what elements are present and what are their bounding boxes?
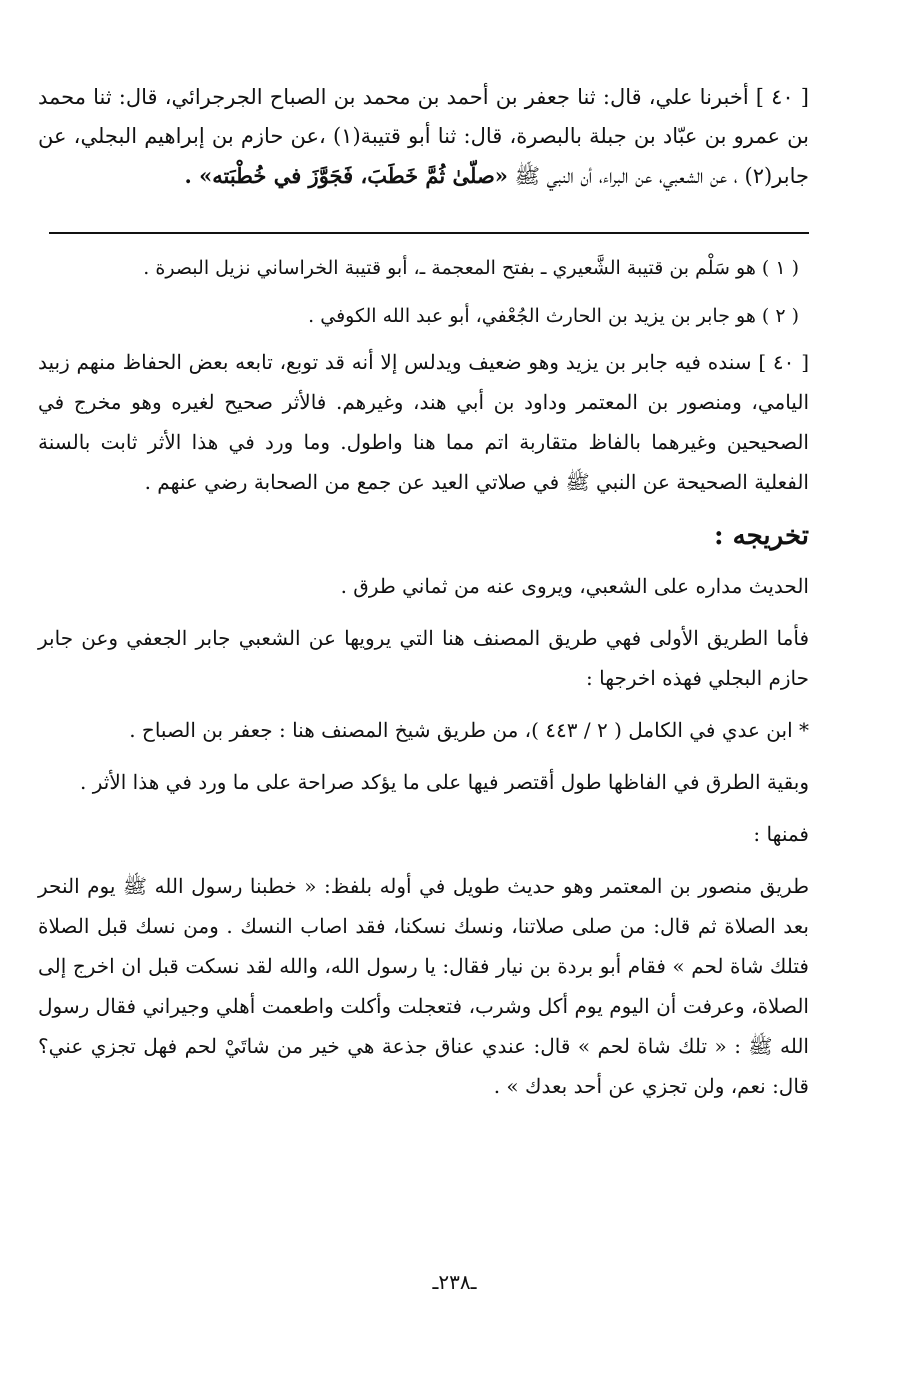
takhrij-paragraph-5: فمنها :: [753, 822, 809, 846]
takhrij-paragraph-4: وبقية الطرق في الفاظها طول أقتصر فيها على ما يؤكد صراحة على ما ورد في هذا الأثر .: [80, 770, 809, 794]
hadith-isnad: [ ٤٠ ] أخبرنا علي، قال: ثنا جعفر بن أحمد بن محمد بن الصباح الجرجرائي، قال: ثنا محمد بن عمرو بن عبّاد بن جبلة بالبصرة، قال: ثنا أبو قتيبة(١) ،عن حازم بن إبراهيم البجلي، عن جابر(٢) ، عن الشعبي، عن البراء، أن النبي ﷺ: [38, 85, 809, 188]
footnote-separator: [49, 232, 809, 234]
takhrij-paragraph-2: فأما الطريق الأولى فهي طريق المصنف هنا التي يرويها عن الشعبي جابر الجعفي وعن جابر حازم البجلي فهذه اخرجها :: [38, 626, 809, 690]
takhrij-paragraph-1: الحديث مداره على الشعبي، ويروى عنه من ثماني طرق .: [340, 574, 809, 598]
hadith-text: [38, 78, 809, 196]
takhrij-paragraph-6: طريق منصور بن المعتمر وهو حديث طويل في أوله بلفظ: « خطبنا رسول الله ﷺ يوم النحر بعد الصلاة ثم قال: من صلى صلاتنا، ونسك نسكنا، فقد اصاب النسك . ومن نسك قبل الصلاة فتلك شاة لحم » فقام أبو بردة بن نيار فقال: يا رسول الله، والله لقد نسكت قبل ان اخرج إلى الصلاة، وعرفت أن اليوم يوم أكل وشرب، فتعجلت وأكلت واطعمت أهلي وجيراني فقال رسول الله ﷺ : « تلك شاة لحم » قال: عندي عناق جذعة هي خير من شاتَيْ لحم فهل تجزي عني؟ قال: نعم، ولن تجزي عن أحد بعدك » .: [38, 874, 809, 1098]
footnote-2: ( ٢ ) هو جابر بن يزيد بن الحارث الجُعْفي، أبو عبد الله الكوفي .: [308, 305, 799, 327]
hadith-matn: «صلّىٰ ثُمَّ خَطَبَ، فَجَوَّزَ في خُطْبَته» .: [184, 163, 508, 188]
commentary-paragraph: [ ٤٠ ] سنده فيه جابر بن يزيد وهو ضعيف ويدلس إلا أنه قد توبع، تابعه بعض الحفاظ منهم زبيد اليامي، ومنصور بن المعتمر وداود بن أبي هند، وغيرهم. فالأثر صحيح لغيره وهو مخرج في الصحيحين وغيرهما بالفاظ متقاربة اتم مما هنا واطول. وما ورد في هذا الأثر ثابت بالسنة الفعلية الصحيحة عن النبي ﷺ في صلاتي العيد عن جمع من الصحابة رضي عنهم .: [38, 350, 809, 494]
takhrij-heading: تخريجه :: [714, 521, 809, 551]
takhrij-citation: * ابن عدي في الكامل ( ٢ / ٤٤٣ )، من طريق شيخ المصنف هنا : جعفر بن الصباح .: [129, 718, 809, 742]
page-number: ـ٢٣٨ـ: [432, 1270, 477, 1294]
footnote-1: ( ١ ) هو سَلْم بن قتيبة الشَّعيري ـ بفتح المعجمة ـ، أبو قتيبة الخراساني نزيل البصرة .: [143, 257, 799, 279]
